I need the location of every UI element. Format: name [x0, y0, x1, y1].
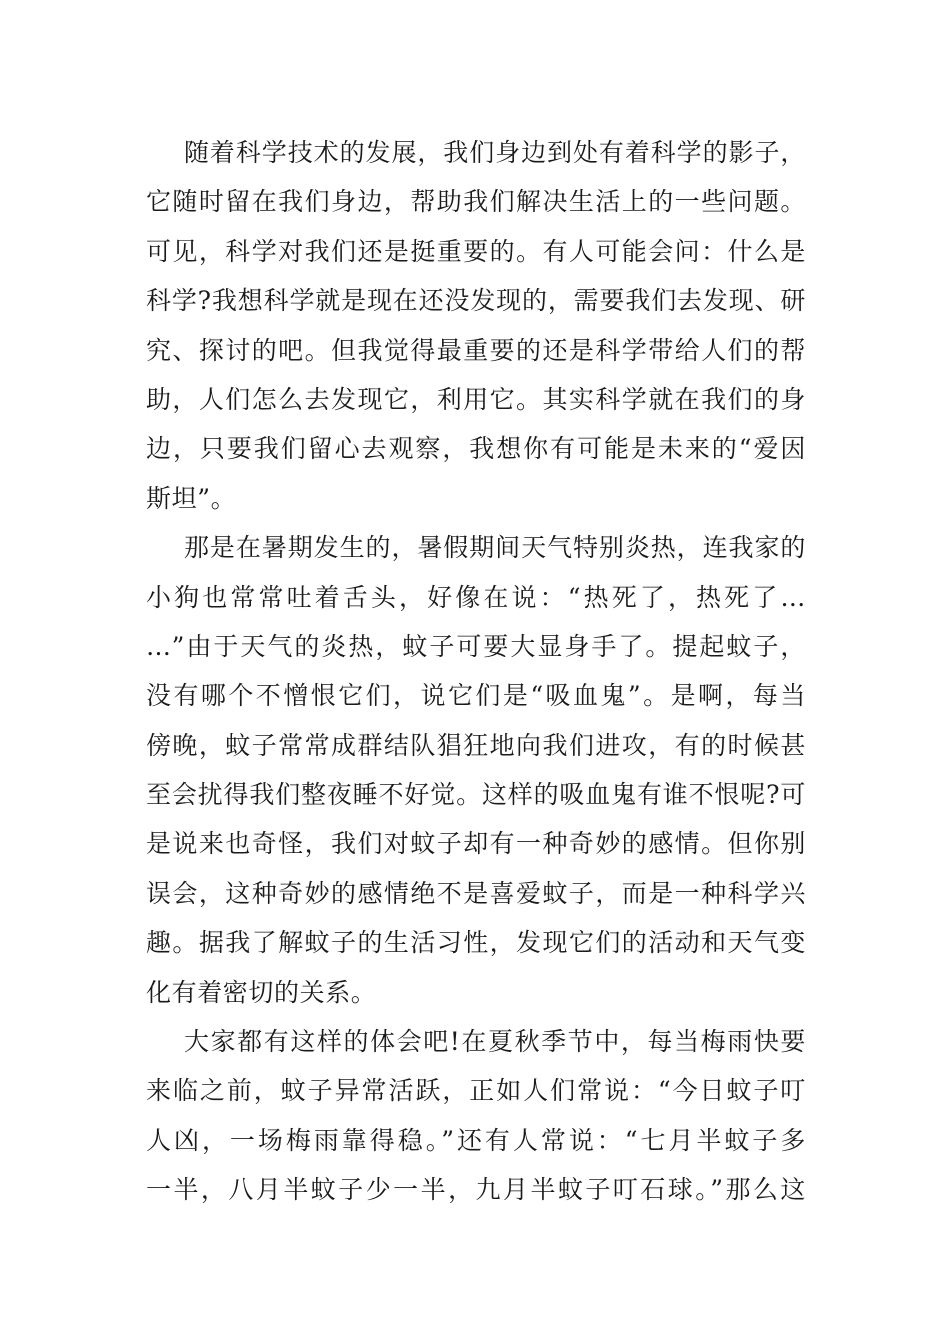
text-line: 它随时留在我们身边，帮助我们解决生活上的一些问题。 — [146, 187, 806, 217]
text-line: 误会，这种奇妙的感情绝不是喜爱蚊子，而是一种科学兴 — [146, 878, 806, 908]
text-line: 边，只要我们留心去观察，我想你有可能是未来的“爱因 — [146, 434, 806, 464]
document-body — [146, 128, 806, 1215]
text-line: 一半，八月半蚊子少一半，九月半蚊子叮石球。”那么这 — [146, 1175, 806, 1205]
text-line: 助，人们怎么去发现它，利用它。其实科学就在我们的身 — [146, 384, 806, 414]
text-line: 小狗也常常吐着舌头，好像在说：“热死了，热死了… — [146, 582, 806, 612]
text-line: 可见，科学对我们还是挺重要的。有人可能会问：什么是 — [146, 236, 806, 266]
text-line: 傍晚，蚊子常常成群结队猖狂地向我们进攻，有的时候甚 — [146, 730, 806, 760]
paragraph-2 — [146, 523, 806, 1017]
text-line: 趣。据我了解蚊子的生活习性，发现它们的活动和天气变 — [146, 928, 806, 958]
text-line: 是说来也奇怪，我们对蚊子却有一种奇妙的感情。但你别 — [146, 829, 806, 859]
text-line: 随着科学技术的发展，我们身边到处有着科学的影子， — [184, 138, 806, 167]
paragraph-3 — [146, 1017, 806, 1215]
text-line: 那是在暑期发生的，暑假期间天气特别炎热，连我家的 — [184, 533, 806, 563]
text-line: 至会扰得我们整夜睡不好觉。这样的吸血鬼有谁不恨呢?可 — [146, 780, 806, 810]
text-line: 人凶，一场梅雨靠得稳。”还有人常说：“七月半蚊子多 — [146, 1125, 806, 1155]
text-line: …”由于天气的炎热，蚊子可要大显身手了。提起蚊子， — [146, 631, 806, 661]
text-line: 大家都有这样的体会吧!在夏秋季节中，每当梅雨快要 — [184, 1027, 806, 1057]
text-line: 究、探讨的吧。但我觉得最重要的还是科学带给人们的帮 — [146, 335, 806, 365]
text-line: 斯坦”。 — [146, 483, 237, 513]
text-line: 没有哪个不憎恨它们，说它们是“吸血鬼”。是啊，每当 — [146, 681, 806, 711]
text-line: 来临之前，蚊子异常活跃，正如人们常说：“今日蚊子叮 — [146, 1076, 806, 1106]
text-line: 化有着密切的关系。 — [146, 977, 377, 1007]
paragraph-1 — [146, 128, 806, 523]
text-line: 科学?我想科学就是现在还没发现的，需要我们去发现、研 — [146, 286, 806, 316]
